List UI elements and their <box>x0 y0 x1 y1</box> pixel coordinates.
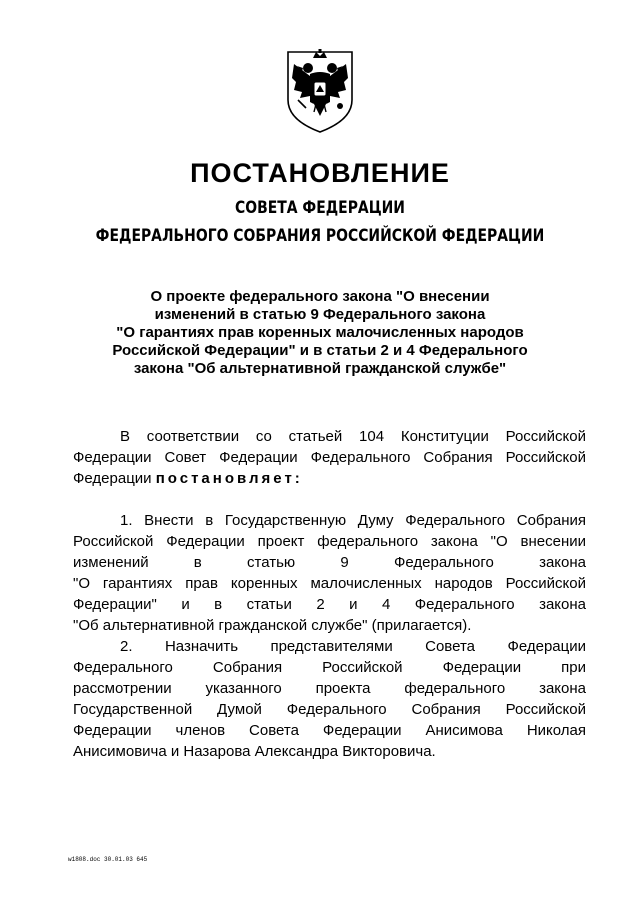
double-headed-eagle-icon <box>280 48 360 134</box>
paragraph-line: В соответствии со статьей 104 Конституции Российской <box>120 428 586 445</box>
heading-line: О проекте федерального закона "О внесении <box>150 288 490 305</box>
paragraph-line: Федерации Совет Федерации Федерального Собрания Российской <box>73 449 586 466</box>
heading-line: "О гарантиях прав коренных малочисленных народов <box>116 324 524 341</box>
paragraph-line: Анисимовича и Назарова Александра Викторовича. <box>73 743 436 760</box>
resolution-heading <box>90 288 550 378</box>
paragraph-line: 2. Назначить представителями Совета Федерации <box>120 638 586 655</box>
issuer-line-2: ФЕДЕРАЛЬНОГО СОБРАНИЯ РОССИЙСКОЙ ФЕДЕРАЦИИ <box>95 226 545 246</box>
paragraph-line: Федерации" и в статьи 2 и 4 Федерального закона <box>73 596 586 613</box>
paragraph-line: Федерации членов Совета Федерации Анисимова Николая <box>73 722 586 739</box>
file-reference: w1808.doc 30.01.03 645 <box>68 856 148 863</box>
clause-1 <box>73 510 586 636</box>
paragraph-line <box>73 468 586 489</box>
heading-line: изменений в статью 9 Федерального закона <box>154 306 486 323</box>
paragraph-line: рассмотрении указанного проекта федерального закона <box>73 680 586 697</box>
issuer-line-1: СОВЕТА ФЕДЕРАЦИИ <box>235 198 405 218</box>
heading-line: закона "Об альтернативной гражданской службе" <box>133 360 507 377</box>
paragraph-line: "Об альтернативной гражданской службе" (прилагается). <box>73 617 472 634</box>
paragraph-line: Российской Федерации проект федерального закона "О внесении <box>73 533 586 550</box>
heading-line: Российской Федерации" и в статьи 2 и 4 Федерального <box>112 342 528 359</box>
paragraph-line: изменений в статью 9 Федерального закона <box>73 554 586 571</box>
state-emblem <box>280 48 360 134</box>
paragraph-line: 1. Внести в Государственную Думу Федерального Собрания <box>120 512 586 529</box>
paragraph-line: Федерального Собрания Российской Федерации при <box>73 659 586 676</box>
decree-word: постановляет: <box>155 470 303 487</box>
paragraph-line: Государственной Думой Федерального Собрания Российской <box>73 701 586 718</box>
preamble-paragraph <box>73 426 586 489</box>
clause-2 <box>73 636 586 762</box>
document-title: ПОСТАНОВЛЕНИЕ <box>190 158 450 188</box>
decree-prefix: Федерации <box>73 470 156 487</box>
paragraph-line: "О гарантиях прав коренных малочисленных народов Российской <box>73 575 586 592</box>
